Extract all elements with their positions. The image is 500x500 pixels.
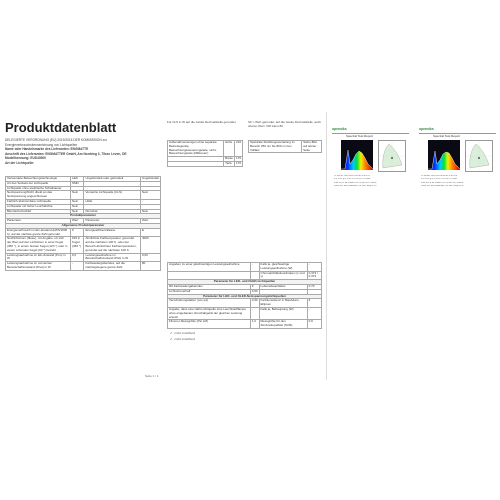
table-cell: 0,90 bbox=[251, 288, 258, 293]
table-cell: Verwendete Beleuchtungstechnologie bbox=[6, 177, 71, 182]
table-cell: Dimmbar bbox=[84, 209, 141, 214]
cie-chart bbox=[465, 140, 493, 172]
table-cell: R9-Farbwiedergabeindex bbox=[168, 284, 251, 289]
table-cell: Höhe bbox=[224, 141, 235, 157]
table-cell: 6 bbox=[307, 299, 321, 308]
table-cell: - bbox=[250, 307, 259, 319]
table-row bbox=[168, 141, 243, 157]
table-cell: Produktparameter bbox=[6, 214, 161, 219]
table-cell: Flimmer-Messgröße (Pst LM) bbox=[168, 320, 251, 329]
table-cell: Nein bbox=[140, 209, 160, 214]
table-cell: LED bbox=[70, 177, 83, 182]
table-cell: Farblich abstimmbare Lichtquelle bbox=[6, 199, 71, 204]
right-top-note: Sb = Wert gerundet, auf die zweite Dezimalstelle, auch oberen Wert: CRI kann 80 bbox=[248, 120, 321, 128]
table-cell: Tiefe bbox=[224, 161, 235, 166]
table-cell: Art des Sockels der Lichtquelle bbox=[6, 181, 71, 186]
table-cell: Parameter bbox=[84, 219, 141, 224]
table-cell: Nein bbox=[70, 209, 83, 214]
table-cell bbox=[168, 161, 224, 166]
table-row bbox=[168, 161, 243, 166]
table-row bbox=[6, 262, 161, 271]
table-cell: Blendschutzschild bbox=[6, 209, 71, 214]
table-cell: Hülle bbox=[84, 199, 141, 204]
table-cell: Ähnlichste Farbtemperatur, gerundet auf die nächsten 100 K, oder der Bereich ähnlichster Farbtemperaturen, gerundet auf die nächsten 100 K bbox=[84, 237, 141, 253]
table-cell: Angaben zu einer gleichwertigen Leistungsaufnahme bbox=[168, 263, 251, 272]
table-cell: Verschiebungsfaktor (cos φ1) bbox=[168, 299, 251, 308]
table-cell: Wert bbox=[70, 219, 83, 224]
table-cell: Wert bbox=[140, 219, 160, 224]
report-row: Tc 4012K Duv 0.0021 Ra 82.3 R9 9.1 bbox=[334, 175, 371, 177]
table-cell: Energieverbrauch im Ein-Zustand (kWh/1000 h), auf die nächste ganze Zahl gerundet bbox=[6, 228, 71, 237]
table-cell: Leistungsaufnahme im Bereitschaftszustand (Psb) in W bbox=[84, 253, 141, 262]
table-cell: Falls ja, gleichwertige Leistungsaufnahme (W) bbox=[259, 263, 307, 272]
table-cell: Außenabmessungen ohne separate Betriebsgeräte, Beleuchtungssteuerungsteile, nicht-Beleuchtungsteile (Millimeter) bbox=[168, 141, 224, 157]
table-cell: 6 bbox=[70, 228, 83, 237]
header-line: Anschrift des Lieferanten: ENGMATTER GmbH, Am Nordring 3, 75xxx Leven, DE bbox=[5, 151, 127, 156]
table-cell: Nein bbox=[70, 199, 83, 204]
table-cell: Vernetzte Lichtquelle (CLS) bbox=[84, 191, 141, 200]
table-cell: Leistungsaufnahme im vernetzten Bereitschaftszustand (Pnet) in W bbox=[6, 262, 71, 271]
left-table bbox=[5, 176, 161, 271]
report-row: Flux 615.2 lm Power 6.02 W Eff 102.2 lm/W bbox=[334, 181, 377, 184]
table-cell: Nein bbox=[70, 204, 83, 209]
report-row: x 0.3732 y 0.3730 u' 0.2193 v' 0.4931 bbox=[421, 178, 458, 181]
table-cell: - bbox=[307, 307, 321, 319]
table-cell: Nein bbox=[140, 191, 160, 200]
table-cell: 4000 bbox=[140, 237, 160, 253]
table-row bbox=[168, 263, 322, 272]
table-cell: Farbkonsistenz in MacAdam-Ellipsen bbox=[259, 299, 307, 308]
table-cell: Lichtquelle ohne elektrische Schaltsteuer bbox=[6, 186, 71, 191]
table-cell: 176 bbox=[235, 156, 241, 161]
legend-text: nicht zutreffend bbox=[174, 337, 195, 341]
produktdatenblatt-page bbox=[0, 112, 327, 380]
spectrum-table bbox=[248, 140, 322, 153]
table-cell: Nein bbox=[70, 191, 83, 200]
table-cell: Leistungsaufnahme im Ein-Zustand (Pon) in W bbox=[6, 253, 71, 262]
lower-table bbox=[167, 262, 322, 329]
table-cell: 0,00 bbox=[140, 253, 160, 262]
page-number: Seite 1 / 1 bbox=[145, 374, 159, 378]
table-cell: Breite bbox=[225, 156, 233, 161]
table-cell: Parameter bbox=[6, 219, 71, 224]
report-title: Spectral Test Report bbox=[433, 134, 461, 138]
table-cell: Falls ja, Behauptung (W) bbox=[259, 307, 307, 319]
header-lines bbox=[5, 138, 163, 166]
table-cell: Parameter für LED- und OLED-Netzspannungslichtquellen bbox=[168, 294, 322, 299]
table-row bbox=[249, 141, 322, 153]
header-line: Modellkennung: EUD40000 bbox=[5, 156, 46, 161]
logo: opensiks bbox=[332, 127, 347, 131]
report-row: Flux 614.8 lm Power 6.01 W Eff 102.3 lm/W bbox=[421, 181, 464, 184]
header-line: DELEGIERTE VERORDNUNG (EU) 2019/2015 DER KOMMISSION zur bbox=[5, 138, 107, 142]
report-row: x 0.3731 y 0.3733 u' 0.2191 v' 0.4934 bbox=[334, 178, 371, 181]
table-cell: 0,70 bbox=[307, 284, 321, 289]
table-cell: Spektrale Strahlungsverteilung im Bereich 250 nm bis 800 nm bei Volllast bbox=[249, 141, 302, 153]
legend bbox=[170, 330, 195, 342]
table-cell: - bbox=[250, 263, 259, 272]
table-cell: 6,0 bbox=[70, 253, 83, 262]
legend-item bbox=[170, 336, 195, 342]
report-title: Spectral Test Report bbox=[346, 134, 374, 138]
report-row: Tc 4009K Duv 0.0019 Ra 81.9 R9 8.8 bbox=[421, 175, 458, 177]
table-cell: Nutzlichtstrom (Φuse), mit Angabe, ob sich der Wert auf den Lichtstrom in einer Kugel (360 °), in einem breiten Kegel (120 °) oder in einem schmalen Kegel (90 °) bezieht bbox=[6, 237, 71, 253]
table-cell: 9 bbox=[250, 284, 259, 289]
header-line: Name oder Handelsmarke des Lieferanten: ENGMATTE bbox=[5, 147, 89, 152]
cie-chart bbox=[378, 140, 406, 172]
table-cell: 216 bbox=[234, 141, 242, 157]
table-cell: - bbox=[70, 262, 83, 271]
spectrum-plot bbox=[341, 140, 373, 170]
report-values bbox=[421, 175, 494, 189]
check-icon: ✔ bbox=[170, 337, 173, 341]
lichtquelle-label: Art der Lichtquelle: bbox=[5, 160, 35, 165]
report-values bbox=[334, 175, 407, 189]
table-cell: Messgröße für den Stroboskopeffekt (SVM) bbox=[259, 320, 307, 329]
dimensions-table bbox=[167, 140, 243, 167]
table-cell: Siehe Bild auf letzter Seite bbox=[302, 141, 322, 153]
table-cell: Ungebündelt bbox=[141, 176, 159, 180]
header-line: Energieverbrauchskennzeichnung von Lichtquellen bbox=[5, 142, 78, 147]
table-cell: - bbox=[140, 199, 160, 204]
mid-top-note: Für CLS in W auf die zweite Dezimalstelle gerundet bbox=[167, 120, 236, 124]
table-cell: Netzspannung/Nicht direkt an das Netzspannung angeschlossen bbox=[6, 191, 71, 200]
table-cell: Ungebündelt oder gebündelt bbox=[84, 177, 141, 182]
logo: opensiks bbox=[419, 127, 434, 131]
report-row: Peak 451 nm Dominant 574 nm Purity 4.1% bbox=[334, 185, 377, 188]
table-cell: Lebensdauerfaktor bbox=[259, 284, 307, 289]
table-cell: Energieeffizienzklasse bbox=[84, 228, 141, 237]
table-cell: 176 bbox=[235, 160, 241, 165]
table-cell: 0,373 / 0,373 bbox=[307, 271, 321, 280]
table-cell: - bbox=[307, 263, 321, 272]
table-cell: Allgemeine Produktparameter bbox=[6, 223, 161, 228]
spectrum-plot bbox=[428, 140, 460, 170]
table-cell: 1,0 bbox=[250, 320, 259, 329]
check-icon: ✔ bbox=[170, 331, 173, 335]
table-cell: 615 in Kugel (360 °) bbox=[70, 237, 83, 253]
sheet-title: Produktdatenblatt bbox=[5, 120, 117, 135]
table-row bbox=[168, 307, 322, 319]
table-cell: Chromatizitätskoordinaten (x und y) bbox=[259, 271, 307, 280]
table-cell: Lichtstromerhalt bbox=[168, 289, 251, 294]
legend-text: nicht zutreffend bbox=[174, 331, 195, 335]
table-cell: 0,9 bbox=[307, 320, 321, 329]
table-cell: Parameter für LED- und OLED-Lichtquellen bbox=[168, 280, 322, 285]
table-cell: 80 bbox=[140, 262, 160, 271]
table-cell: 0,90 bbox=[250, 299, 259, 308]
table-cell: SMD bbox=[70, 181, 83, 186]
table-row bbox=[6, 237, 161, 253]
spectral-report-1 bbox=[328, 125, 413, 239]
table-cell: Farbwiedergabeindex, auf die nächstgelegene ganze Zahl bbox=[84, 262, 141, 271]
spectral-report-2 bbox=[415, 125, 500, 239]
table-cell: E bbox=[140, 228, 160, 237]
table-row bbox=[168, 320, 322, 329]
report-row: Peak 452 nm Dominant 574 nm Purity 4.0% bbox=[421, 185, 464, 188]
table-cell: Angabe, dass eine LED-Lichtquelle eine Leuchtstofflampe ohne eingebautes Vorschaltgerät der gleichen Leistung ersetzt bbox=[168, 307, 251, 319]
table-cell: Lichtquelle mit hoher Leuchtdichte bbox=[6, 204, 71, 209]
